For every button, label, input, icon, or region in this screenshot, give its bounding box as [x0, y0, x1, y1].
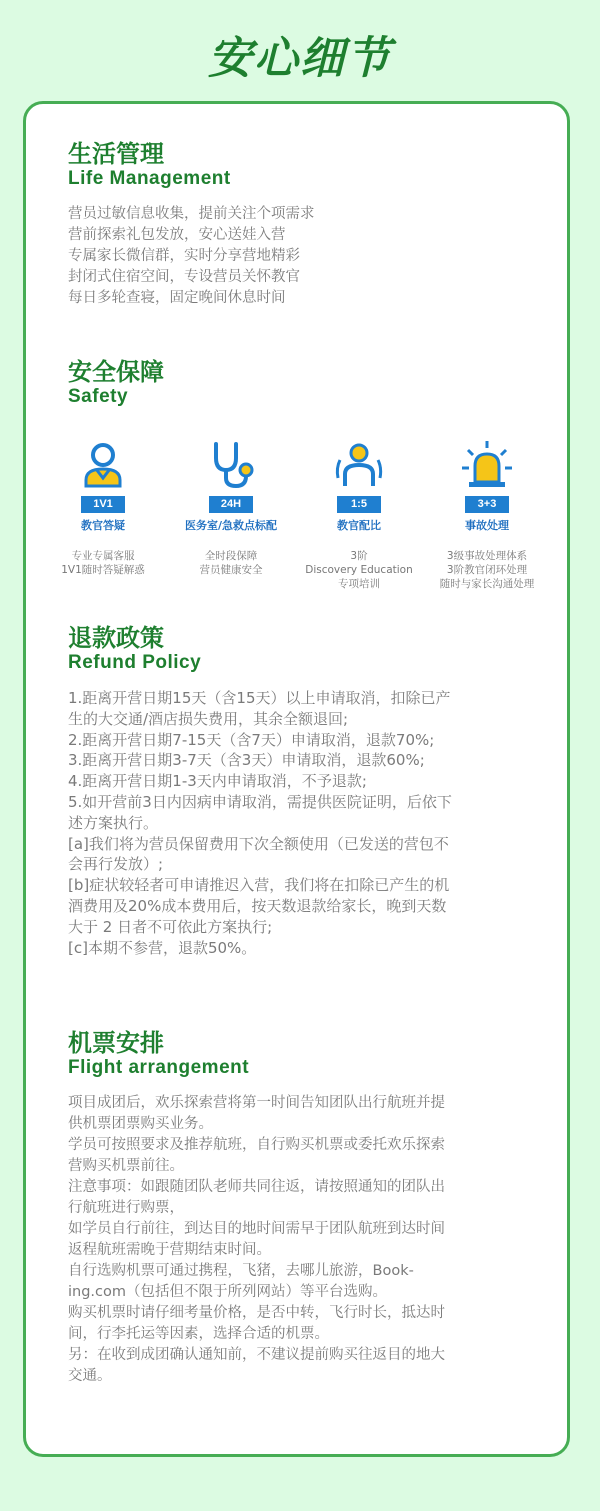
section-title: 退款政策	[68, 624, 164, 652]
feature-item	[422, 438, 552, 591]
feature-description: 全时段保障 营员健康安全	[199, 550, 263, 576]
feature-item	[38, 438, 168, 577]
feature-badge: 1:5	[337, 496, 381, 513]
person-icon	[76, 438, 130, 492]
feature-badge: 3+3	[465, 496, 509, 513]
content-card	[23, 101, 570, 1457]
feature-label: 医务室/急救点标配	[184, 519, 278, 532]
feature-item	[294, 438, 424, 591]
life-management-section	[68, 140, 538, 309]
section-title: 安全保障	[68, 358, 164, 386]
section-body: 1.距离开营日期15天（含15天）以上申请取消，扣除已产 生的大交通/酒店损失费用，其余全额退回; 2.距离开营日期7-15天（含7天）申请取消，退款70%; 3.距离开营日期3-7天（含3天）申请取消，退款60%; 4.距离开营日期1-3天内申请取消，不予退款; 5.如开营前3日内因病申请取消，需提供医院证明，后依下 述方案执行。 [a]我们将为营员保留费用下次全额使用（已发送的营包不 会再行发放）; [b]症状较轻者可申请推迟入营，我们将在扣除已产生的机 酒费用及20%成本费用后，按天数退款给家长，晚到天数 大于 2 日者不可依此方案执行; [c]本期不参营，退款50%。	[68, 689, 452, 957]
feature-label: 事故处理	[465, 519, 509, 532]
group-icon	[332, 438, 386, 492]
feature-description: 专业专属客服 1V1随时答疑解惑	[61, 550, 145, 576]
feature-badge: 24H	[209, 496, 253, 513]
section-body: 项目成团后，欢乐探索营将第一时间告知团队出行航班并提 供机票团票购买业务。 学员可按照要求及推荐航班，自行购买机票或委托欢乐探索 营购买机票前往。 注意事项：如跟随团队老师共同往返，请按照通知的团队出 行航班进行购票， 如学员自行前往，到达目的地时间需早于团队航班到达时间 返程航班需晚于营期结束时间。 自行选购机票可通过携程，飞猪，去哪儿旅游，Book- ing.com（包括但不限于所列网站）等平台选购。 购买机票时请仔细考量价格，是否中转，飞行时长，抵达时 间，行李托运等因素，选择合适的机票。 另：在收到成团确认通知前，不建议提前购买往返目的地大 交通。	[68, 1095, 445, 1384]
safety-section	[68, 358, 538, 422]
feature-badge: 1V1	[81, 496, 125, 513]
section-subtitle: Flight arrangement	[68, 1057, 250, 1078]
section-subtitle: Life Management	[68, 168, 231, 189]
feature-label: 教官答疑	[81, 519, 125, 532]
section-title: 机票安排	[68, 1029, 164, 1057]
refund-policy-section	[68, 624, 538, 958]
alarm-light-icon	[460, 438, 514, 492]
feature-description: 3级事故处理体系 3阶教官闭环处理 随时与家长沟通处理	[439, 550, 535, 590]
stethoscope-icon	[204, 438, 258, 492]
flight-arrangement-section	[68, 1029, 538, 1387]
section-title: 生活管理	[68, 140, 164, 168]
section-subtitle: Refund Policy	[68, 652, 202, 673]
page-title: 安心细节	[208, 33, 392, 84]
feature-label: 教官配比	[337, 519, 381, 532]
feature-description: 3阶 Discovery Education 专项培训	[305, 550, 413, 590]
section-body: 营员过敏信息收集，提前关注个项需求 营前探索礼包发放，安心送娃入营 专属家长微信群，实时分享营地精彩 封闭式住宿空间，专设营员关怀教官 每日多轮查寝，固定晚间休息时间	[68, 206, 315, 306]
feature-item	[166, 438, 296, 577]
section-subtitle: Safety	[68, 386, 129, 407]
safety-features	[38, 438, 558, 588]
